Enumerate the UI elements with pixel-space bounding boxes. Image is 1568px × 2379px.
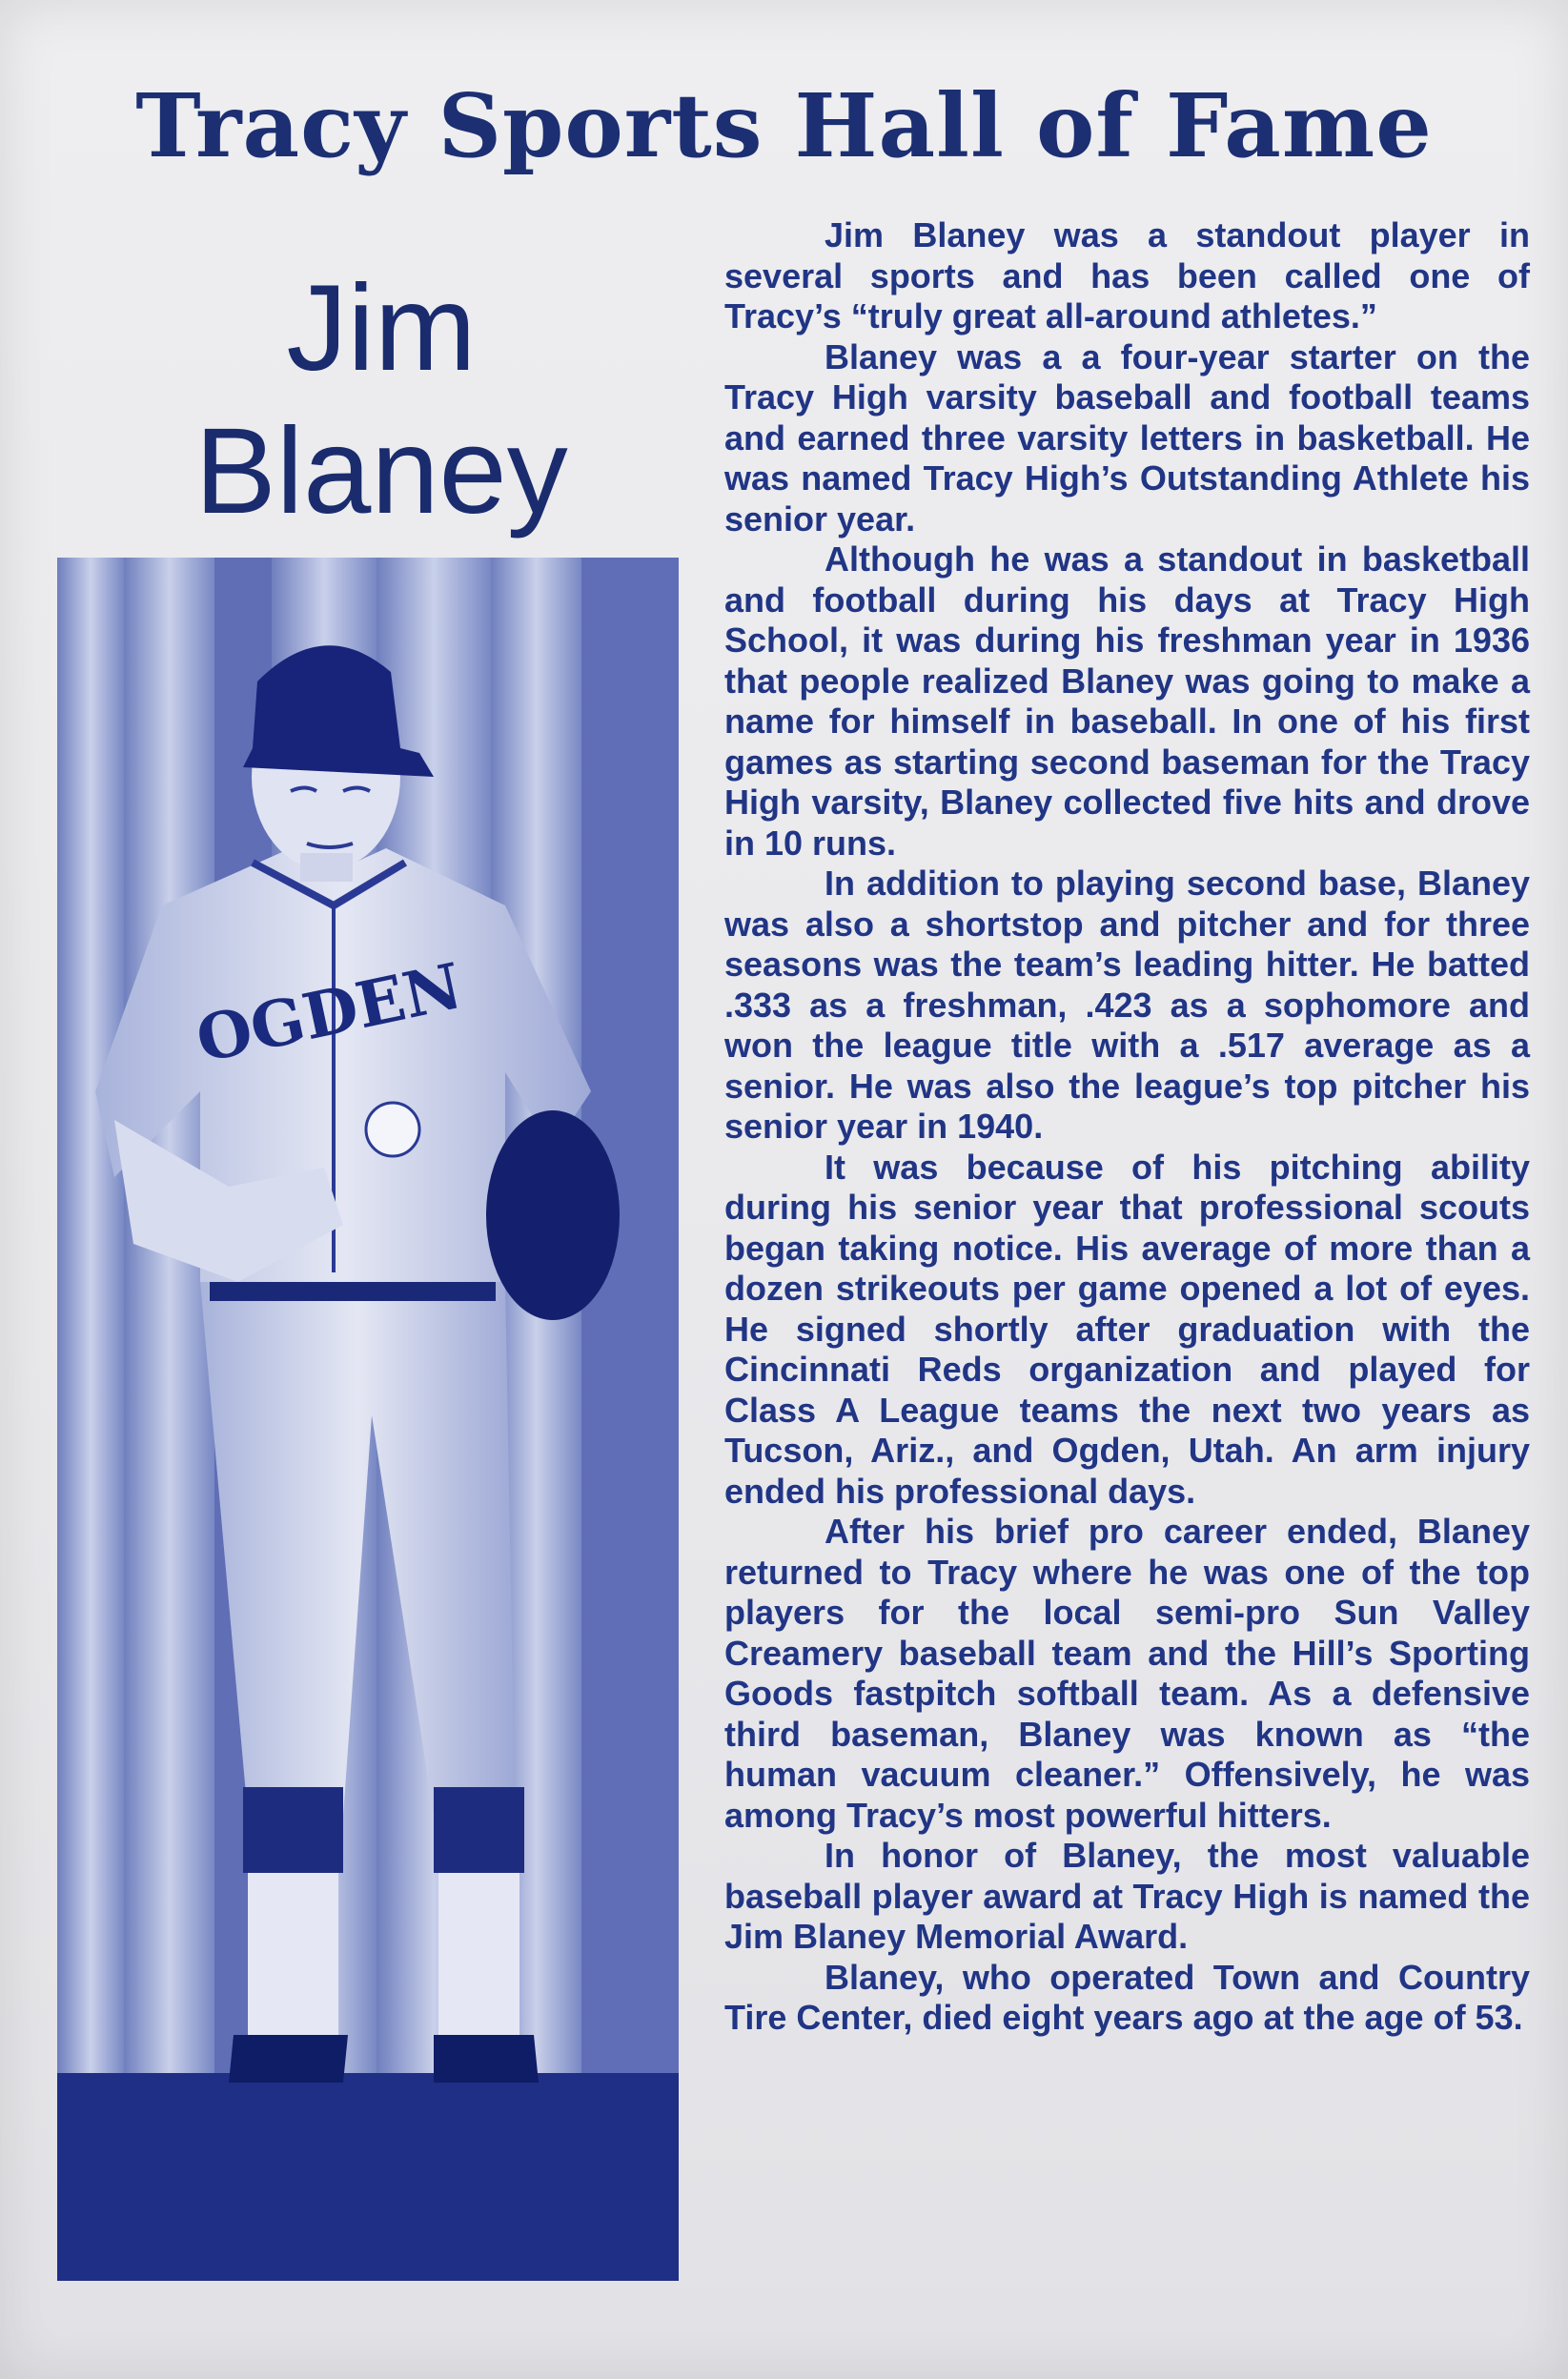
player-photo [57,558,679,2281]
floor [57,2073,679,2281]
article-paragraph: Blaney, who operated Town and Country Tire Center, died eight years ago at the age of 53. [724,1957,1530,2037]
article-body [724,215,1530,2039]
article-paragraph: Jim Blaney was a standout player in several sports and has been called one of Tracy’s “truly great all-around athletes.” [724,215,1530,336]
page-title: Tracy Sports Hall of Fame [135,74,1433,177]
inductee-first-name: Jim [286,260,477,396]
jersey-lettering: OGDEN [190,948,469,1077]
article-paragraph: After his brief pro career ended, Blaney returned to Tracy where he was one of the top players for the local semi-pro Sun Valley Creamery baseball team and the Hill’s Sporting Goods fastpitch softball team. As a defensive third baseman, Blaney was known as “the human vacuum cleaner.” Offensively, he was among Tracy’s most powerful hitters. [724,1512,1530,1835]
article-paragraph: Although he was a standout in basketball and football during his days at Tracy High School, it was during his freshman year in 1936 that people realized Blaney was going to make a name for himself in baseball. In one of his first games as starting second baseman for the Tracy High varsity, Blaney collected five hits and drove in 10 runs. [724,539,1530,863]
inductee-name [133,257,629,543]
article-paragraph: It was because of his pitching ability during his senior year that professional scouts began taking notice. His average of more than a dozen strikeouts per game opened a lot of eyes. He signed shortly after graduation with the Cincinnati Reds organization and played for Class A League teams the next two years as Tucson, Ariz., and Ogden, Utah. An arm injury ended his professional days. [724,1147,1530,1511]
article-paragraph: Blaney was a a four-year starter on the Tracy High varsity baseball and football teams and earned three varsity letters in basketball. He was named Tracy High’s Outstanding Athlete his senior year. [724,336,1530,539]
inductee-last-name: Blaney [194,403,568,539]
article-paragraph: In honor of Blaney, the most valuable baseball player award at Tracy High is named the Jim Blaney Memorial Award. [724,1836,1530,1956]
article-paragraph: In addition to playing second base, Blaney was also a shortstop and pitcher and for three seasons was the team’s leading hitter. He batted .333 as a freshman, .423 as a sophomore and won the league title with a .517 average as a senior. He was also the league’s top pitcher his senior year in 1940. [724,864,1530,1146]
player-photo-illustration [57,558,679,2281]
